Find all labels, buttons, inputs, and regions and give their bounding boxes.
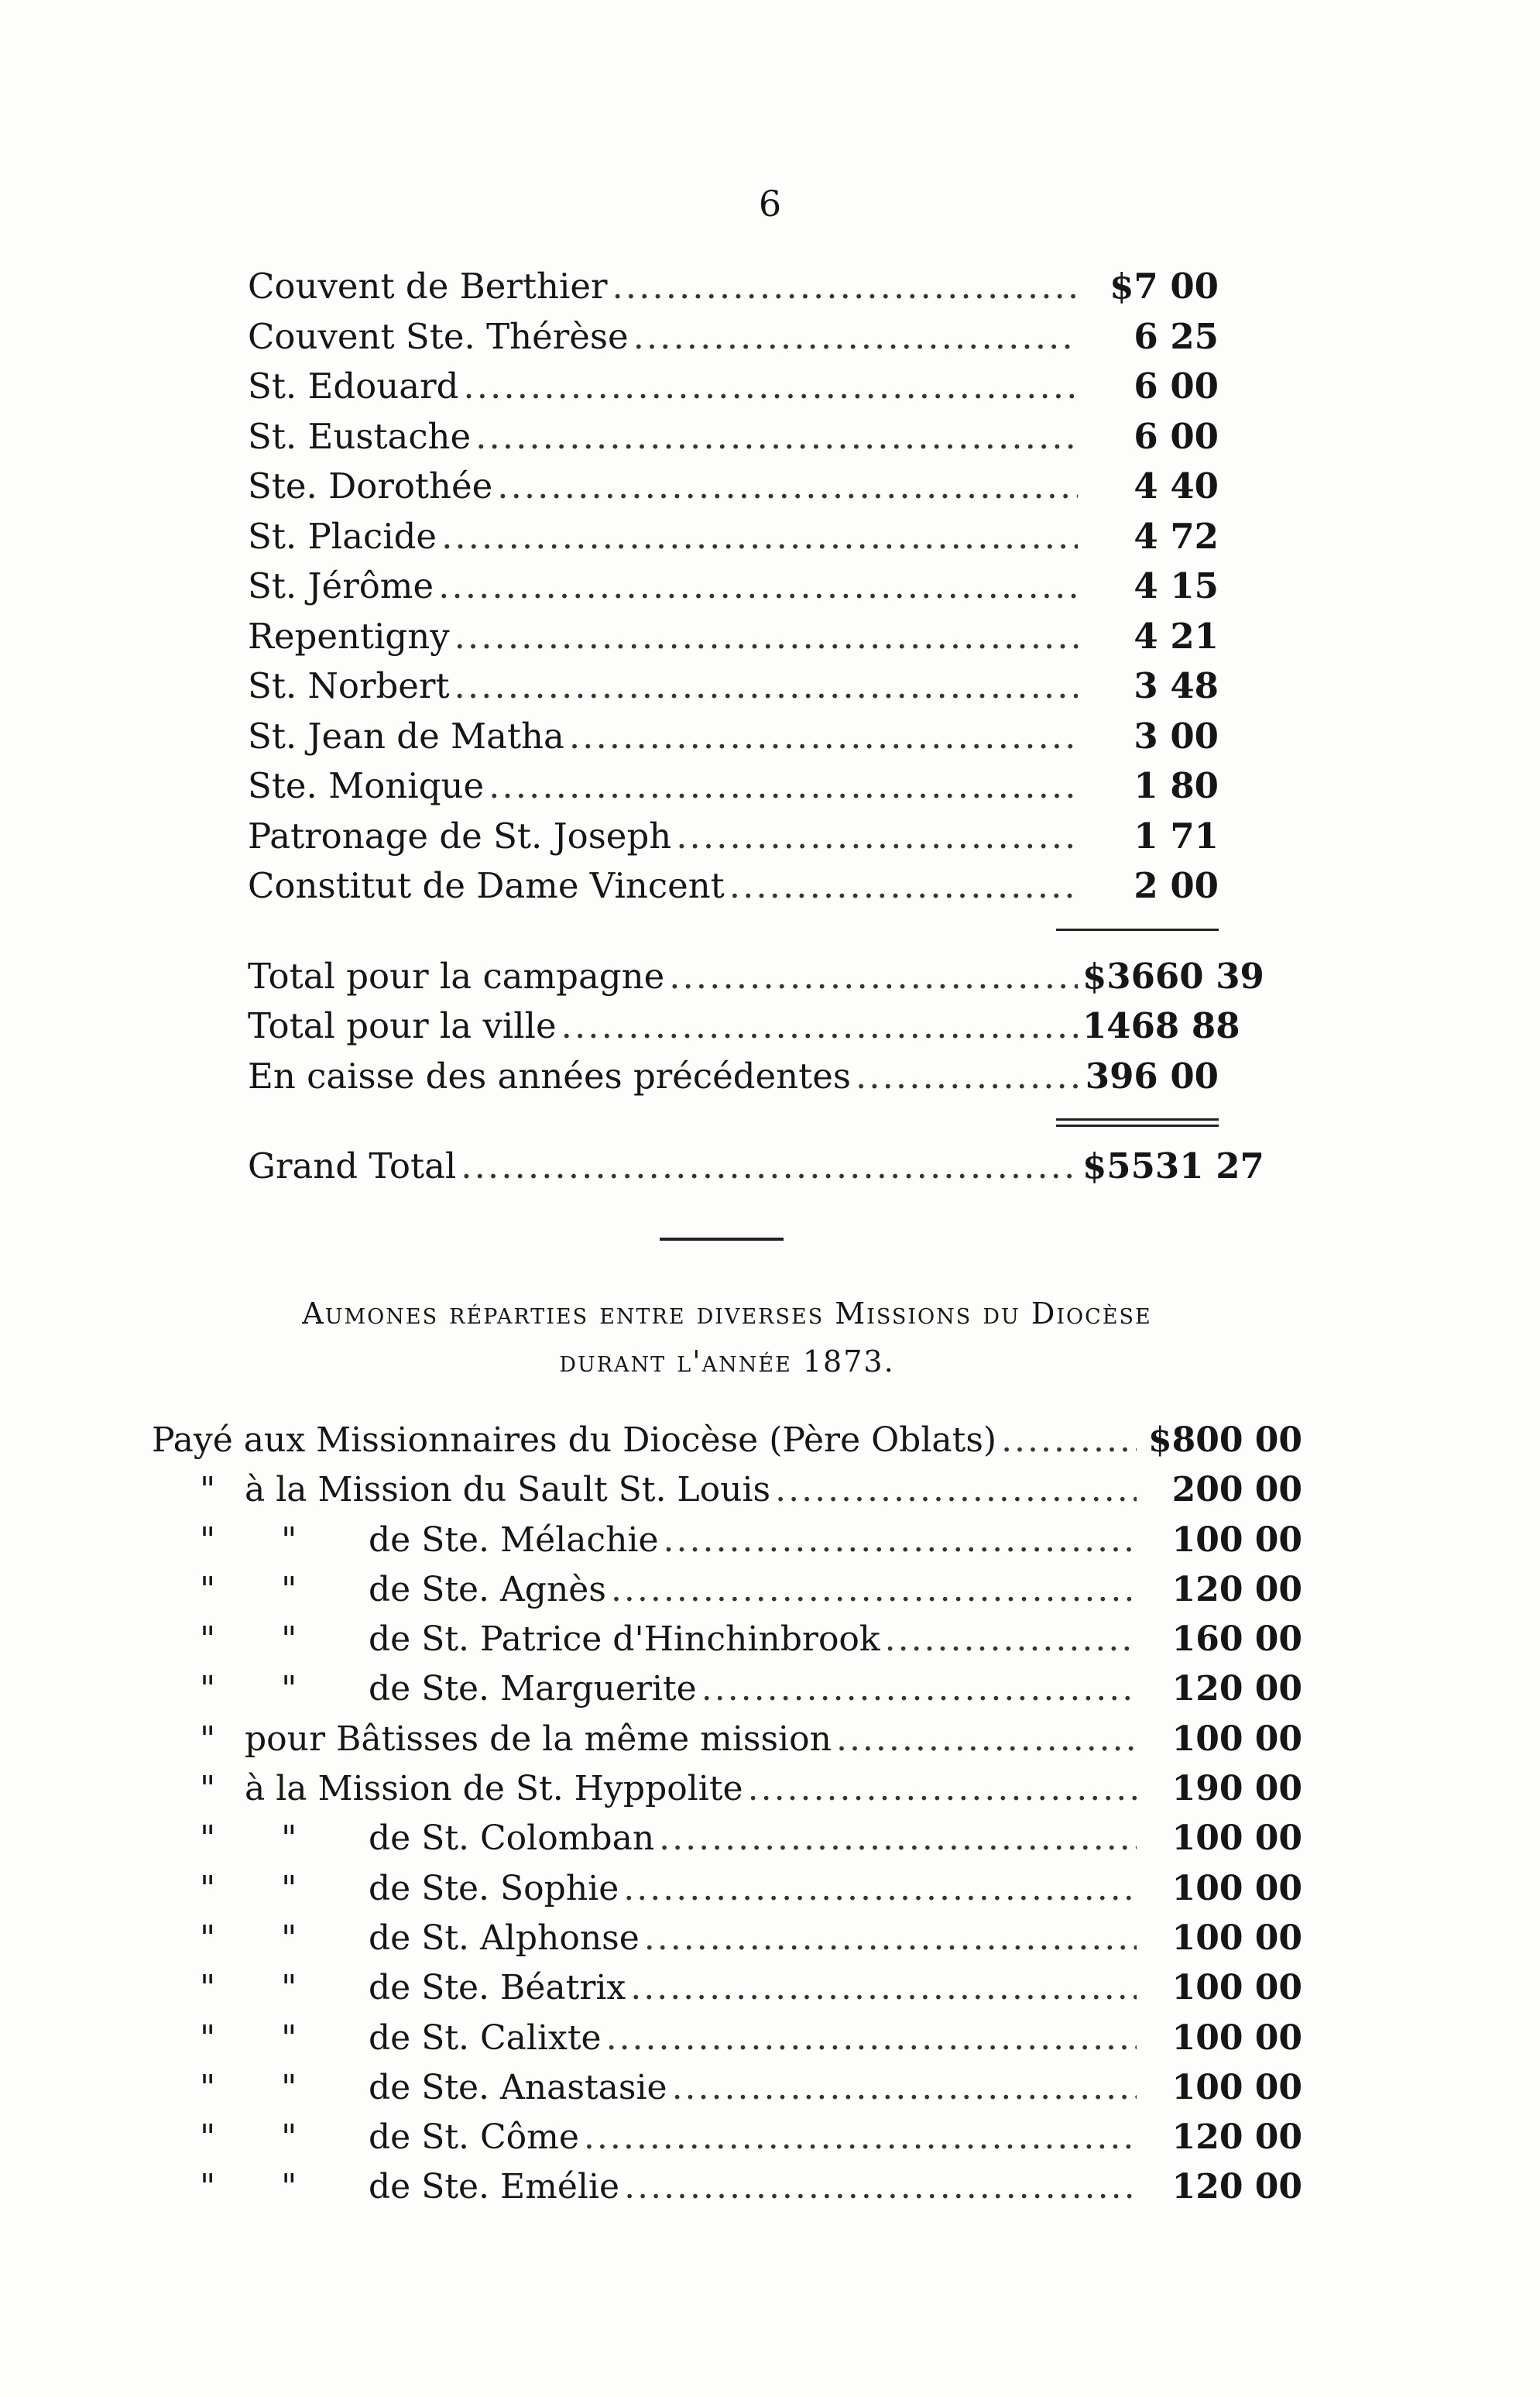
section-heading-line2: durant l'année 1873. [559, 1344, 895, 1379]
ditto-mark: " [200, 1818, 216, 1859]
parish-row-label: St. Norbert [248, 665, 450, 706]
mission-row [152, 1567, 1302, 1616]
section-heading [152, 1290, 1302, 1386]
parish-row-label: Couvent de Berthier [248, 266, 608, 307]
ditto-marks [152, 2065, 369, 2111]
parish-row [248, 763, 1219, 813]
mission-label: à la Mission de St. Hyppolite [245, 1769, 743, 1809]
mission-row [152, 1965, 1302, 2014]
total-row [248, 1003, 1240, 1053]
parish-row-label: St. Eustache [248, 415, 472, 457]
ditto-mark: " [281, 1818, 297, 1859]
parish-row [248, 813, 1219, 864]
total-row-label: Total pour la ville [248, 1005, 557, 1046]
leader-dots [584, 2114, 1137, 2161]
mission-amount: $800 00 [1147, 1420, 1302, 1460]
leader-dots [644, 1915, 1137, 1962]
mission-row [152, 1815, 1302, 1865]
leader-dots [672, 2065, 1137, 2111]
leader-dots [454, 613, 1078, 660]
total-rows [248, 953, 1264, 1104]
ditto-mark: " [200, 1868, 216, 1908]
mission-amount: 100 00 [1171, 2018, 1302, 2058]
parish-row-amount: 1 71 [1134, 815, 1219, 857]
ditto-mark: " [281, 2117, 297, 2158]
mission-amount: 100 00 [1171, 2067, 1302, 2107]
grand-total-label: Grand Total [248, 1145, 457, 1186]
ditto-mark: " [200, 1769, 216, 1809]
mission-amount: 100 00 [1171, 1719, 1302, 1759]
parish-row [248, 263, 1219, 314]
parish-row-amount: 3 48 [1134, 665, 1219, 706]
leader-dots [664, 1517, 1137, 1564]
parish-row-label: Patronage de St. Joseph [248, 815, 672, 857]
parish-row-label: Couvent Ste. Thérèse [248, 315, 629, 357]
mission-label: de Ste. Marguerite [369, 1669, 697, 1709]
parish-row-amount: 4 15 [1134, 565, 1219, 606]
section-heading-line1: Aumones réparties entre diverses Missions du Diocèse [302, 1296, 1152, 1331]
leader-dots [569, 713, 1078, 760]
ditto-marks [152, 1666, 369, 1712]
parish-row-label: St. Jean de Matha [248, 715, 564, 757]
mission-amount: 100 00 [1171, 1868, 1302, 1908]
mission-amount: 100 00 [1171, 1968, 1302, 2008]
parish-row [248, 713, 1219, 764]
leader-dots [561, 1003, 1078, 1049]
leader-dots [633, 314, 1078, 360]
ditto-marks [152, 1815, 369, 1862]
leader-dots [611, 1567, 1137, 1613]
ditto-mark: " [200, 1520, 216, 1560]
mission-row [152, 2065, 1302, 2114]
mission-label: de Ste. Anastasie [369, 2067, 667, 2107]
leader-dots [676, 813, 1078, 860]
mission-row [152, 1866, 1302, 1915]
mission-row [152, 1517, 1302, 1567]
mission-amount: 120 00 [1171, 2117, 1302, 2158]
mission-row [152, 1616, 1302, 1666]
ditto-marks [152, 2015, 369, 2062]
ditto-mark: " [200, 1918, 216, 1958]
mission-label: à la Mission du Sault St. Louis [245, 1470, 771, 1510]
mission-amount: 120 00 [1171, 1669, 1302, 1709]
mission-row [152, 2015, 1302, 2065]
ditto-mark: " [200, 1569, 216, 1609]
mission-amount: 120 00 [1171, 1569, 1302, 1609]
ditto-marks [152, 1517, 369, 1564]
parish-row-amount: 6 00 [1134, 366, 1219, 407]
mission-row [152, 2164, 1302, 2213]
parish-row [248, 414, 1219, 464]
mission-amount: 160 00 [1171, 1619, 1302, 1660]
ditto-marks [152, 1965, 369, 2011]
leader-dots [497, 463, 1078, 510]
ditto-marks [152, 1866, 369, 1912]
leader-dots [729, 863, 1078, 909]
leader-dots [454, 663, 1078, 709]
leader-dots [836, 1716, 1137, 1763]
total-row [248, 953, 1264, 1004]
leader-dots [885, 1616, 1137, 1663]
leader-dots [775, 1467, 1137, 1513]
parish-ledger [248, 263, 1264, 1193]
parish-row-label: Ste. Monique [248, 765, 485, 806]
mission-row [152, 2114, 1302, 2164]
parish-row [248, 563, 1219, 613]
leader-dots [624, 2164, 1137, 2210]
mission-row [152, 1716, 1302, 1766]
total-row-amount: 1468 88 [1082, 1005, 1240, 1046]
mission-row [152, 1417, 1302, 1467]
ditto-mark: " [281, 1569, 297, 1609]
mission-label: de Ste. Sophie [369, 1868, 619, 1908]
mission-label: de Ste. Emélie [369, 2167, 620, 2207]
parish-row-amount: 2 00 [1134, 865, 1219, 906]
ditto-mark: " [281, 1669, 297, 1709]
leader-dots [463, 363, 1078, 410]
leader-dots [630, 1965, 1137, 2011]
mission-amount: 100 00 [1171, 1520, 1302, 1560]
ditto-marks [152, 1616, 369, 1663]
parish-row-amount: 6 00 [1134, 415, 1219, 457]
total-row-amount: 396 00 [1085, 1055, 1219, 1097]
ditto-marks [152, 1915, 369, 1962]
grand-total-amount: $5531 27 [1082, 1145, 1264, 1186]
parish-row-amount: 4 40 [1134, 465, 1219, 507]
mission-label: de St. Côme [369, 2117, 579, 2158]
ditto-mark: " [281, 2067, 297, 2107]
mission-row [152, 1467, 1302, 1516]
parish-row [248, 613, 1219, 664]
ditto-mark: " [281, 1968, 297, 2008]
leader-dots [461, 1143, 1078, 1190]
parish-row [248, 314, 1219, 364]
ditto-marks [152, 2114, 369, 2161]
leader-dots [606, 2015, 1137, 2062]
total-row-label: Total pour la campagne [248, 955, 665, 997]
total-row [248, 1053, 1219, 1104]
mission-row [152, 1666, 1302, 1715]
ditto-mark: " [200, 2067, 216, 2107]
parish-row-amount: 1 80 [1134, 765, 1219, 806]
mission-label: de St. Calixte [369, 2018, 602, 2058]
parish-row-label: St. Edouard [248, 366, 459, 407]
ditto-mark: " [281, 2018, 297, 2058]
parish-row-amount: 4 72 [1134, 515, 1219, 557]
parish-row [248, 463, 1219, 513]
mission-amount: 100 00 [1171, 1918, 1302, 1958]
leader-dots [612, 263, 1078, 310]
parish-row [248, 863, 1219, 913]
parish-row-amount: $7 00 [1110, 266, 1219, 307]
mission-label: Payé aux Missionnaires du Diocèse (Père Oblats) [152, 1420, 997, 1460]
ditto-mark: " [281, 1619, 297, 1660]
leader-dots [441, 513, 1078, 560]
parish-row-amount: 3 00 [1134, 715, 1219, 757]
mission-amount: 190 00 [1171, 1769, 1302, 1809]
parish-row-label: Constitut de Dame Vincent [248, 865, 725, 906]
mission-label: de St. Alphonse [369, 1918, 640, 1958]
leader-dots [856, 1053, 1078, 1100]
mission-label: de St. Patrice d'Hinchinbrook [369, 1619, 880, 1660]
mission-label: de Ste. Mélachie [369, 1520, 659, 1560]
ditto-mark: " [281, 2167, 297, 2207]
mission-label: de Ste. Béatrix [369, 1968, 626, 2008]
ditto-mark: " [281, 1918, 297, 1958]
grand-total-row [248, 1143, 1264, 1193]
parish-row-label: Repentigny [248, 615, 450, 657]
missions-ledger [152, 1417, 1302, 2214]
parish-row [248, 513, 1219, 564]
mission-amount: 100 00 [1171, 1818, 1302, 1859]
ditto-mark: " [200, 1669, 216, 1709]
parish-row-label: St. Jérôme [248, 565, 434, 606]
parish-row [248, 663, 1219, 713]
leader-dots [659, 1815, 1137, 1862]
mission-amount: 120 00 [1171, 2167, 1302, 2207]
leader-dots [669, 953, 1078, 1000]
mission-rows [152, 1417, 1302, 2214]
ditto-mark: " [200, 2167, 216, 2207]
grand-total-rule [248, 1103, 1219, 1143]
section-divider [660, 1238, 784, 1241]
parish-row-amount: 4 21 [1134, 615, 1219, 657]
page-number: 6 [758, 183, 782, 225]
ditto-mark: " [200, 1619, 216, 1660]
subtotal-rule [248, 913, 1219, 953]
ditto-mark: " [200, 1470, 216, 1510]
ditto-marks [152, 1567, 369, 1613]
ditto-mark: " [200, 1968, 216, 2008]
total-row-amount: $3660 39 [1082, 955, 1264, 997]
leader-dots [701, 1666, 1137, 1712]
ditto-mark: " [200, 2117, 216, 2158]
mission-label: pour Bâtisses de la même mission [245, 1719, 832, 1759]
parish-row [248, 363, 1219, 414]
parish-row-label: Ste. Dorothée [248, 465, 493, 507]
mission-label: de St. Colomban [369, 1818, 655, 1859]
leader-dots [438, 563, 1078, 610]
leader-dots [1001, 1417, 1137, 1464]
mission-row [152, 1766, 1302, 1815]
parish-row-label: St. Placide [248, 515, 437, 557]
total-row-label: En caisse des années précédentes [248, 1055, 851, 1097]
ditto-mark: " [200, 1719, 216, 1759]
leader-dots [489, 763, 1078, 809]
ditto-mark: " [200, 2018, 216, 2058]
mission-row [152, 1915, 1302, 1965]
mission-amount: 200 00 [1171, 1470, 1302, 1510]
mission-label: de Ste. Agnès [369, 1569, 606, 1609]
parish-row-amount: 6 25 [1134, 315, 1219, 357]
parish-rows [248, 263, 1219, 913]
leader-dots [475, 414, 1078, 460]
ditto-mark: " [281, 1520, 297, 1560]
ditto-mark: " [281, 1868, 297, 1908]
ditto-marks [152, 2164, 369, 2210]
leader-dots [623, 1866, 1137, 1912]
leader-dots [748, 1766, 1137, 1812]
